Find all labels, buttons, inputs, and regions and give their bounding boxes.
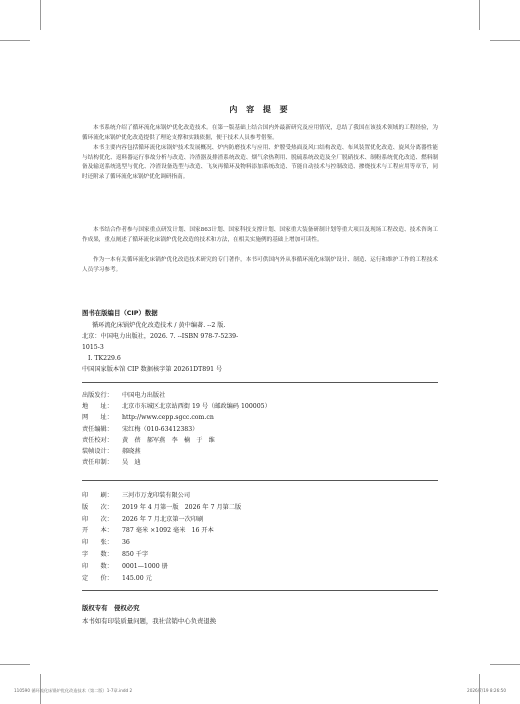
row-value: 三河市万龙印装有限公司: [122, 492, 191, 499]
summary-paragraph: 作为一本有关循环流化床锅炉优化改造技术研究的专门著作，本书可供国内外从事循环流化床锅炉设计、制造、运行和维护工作的工程技术人员学习参考。: [82, 257, 438, 273]
row-label: 印 数：: [82, 562, 113, 570]
row-label: 责任编辑：: [82, 425, 113, 433]
row-label: 定 价：: [82, 574, 113, 582]
row-label: 装帧设计：: [82, 448, 113, 456]
row-value: http://www.cepp.sgcc.com.cn: [122, 414, 214, 422]
print-slug-file: 110590 循环流化床锅炉优化改造技术（第二版）1-7章.indd 2: [14, 688, 133, 693]
publication-row: [82, 390, 438, 401]
rights-notice: 本书如有印装质量问题，我社营销中心负责退换: [82, 617, 217, 625]
printing-info: [82, 490, 438, 584]
rights-title: 版权专有 侵权必究: [82, 604, 140, 612]
publication-row: [82, 435, 438, 446]
printing-row: [82, 514, 438, 526]
printing-row: [82, 490, 438, 502]
row-value: 850 千字: [122, 550, 149, 558]
row-label: 出版发行：: [82, 392, 113, 399]
crop-mark: [479, 0, 480, 30]
row-label: 责任校对：: [82, 436, 113, 444]
printing-row: [82, 502, 438, 514]
publication-row: [82, 401, 438, 412]
row-value: 宋红梅（010-63412383）: [122, 425, 199, 433]
cip-block: [82, 320, 438, 375]
summary-paragraph: 本书主要内容包括循环流化床锅炉技术发展概况、炉内防磨技术与应用、炉膛受热面及风口结构改造、布风装置优化改造、旋风分离器性能与结构优化、返料器运行事故分析与改造、冷渣器及排渣系统改造、烟气余热利用、脱硫系统改造及全厂脱硝技术、制粉系统优化改造、燃料制备及输送系统选型与优化、冷渣设备选型与改造、飞灰再循环及物料添加系统改造、节能自动技术与控制改造、掺烧技术与工程应用等章节，同时还附录了循环流化床锅炉优化调研指南。: [82, 145, 438, 180]
crop-mark: [40, 0, 41, 30]
row-label: 网 址：: [82, 414, 113, 422]
row-label: 印 刷：: [82, 492, 113, 499]
row-label: 版 次：: [82, 503, 113, 511]
row-value: 吴 迪: [122, 459, 141, 467]
rights-block: [82, 602, 438, 628]
cip-line: 循环流化床锅炉优化改造技术 / 黄中编著. --2 版.: [92, 322, 226, 329]
crop-mark: [0, 40, 30, 41]
publication-info: [82, 390, 438, 468]
row-value: 黄 蓓 郝军燕 李 楠 于 维: [122, 436, 215, 444]
row-label: 地 址：: [82, 403, 113, 411]
divider: [82, 480, 438, 481]
printing-row: [82, 561, 438, 573]
row-value: 145.00 元: [122, 574, 152, 582]
printing-row: [82, 525, 438, 537]
summary-title: 内 容 提 要: [229, 105, 291, 114]
crop-mark: [490, 664, 520, 665]
row-label: 字 数：: [82, 550, 113, 558]
summary-paragraph: 本书结合作者参与国家重点研发计划、国家863计划、国家科技支撑计划、国家重大装备研制计划等重大项目及现场工程改造、技术咨询工作成果，重点阐述了循环流化床锅炉优化改造的技术和方法，在相关实施例的基础上增加可读性。: [82, 227, 438, 243]
row-value: 2019 年 4 月第一版 2026 年 7 月第二版: [122, 503, 242, 511]
cip-line: Ⅰ. TK229.6: [88, 355, 121, 362]
cip-header: 图书在版编目（CIP）数据: [82, 309, 158, 317]
row-value: 郝晓燕: [122, 448, 141, 456]
row-label: 责任印制：: [82, 459, 113, 467]
print-slug-date: 2026/7/19 8:26:50: [467, 688, 506, 693]
row-value: 787 毫米 ×1092 毫米 16 开本: [122, 527, 214, 535]
printing-row: [82, 549, 438, 561]
divider: [82, 382, 438, 383]
cip-line: 1015-3: [82, 344, 104, 351]
row-label: 印 次：: [82, 515, 113, 523]
divider: [82, 590, 438, 591]
row-value: 北京市东城区北京站西街 19 号（邮政编码 100005）: [122, 403, 271, 411]
row-value: 36: [122, 539, 130, 547]
printing-row: [82, 537, 438, 549]
copyright-page: [82, 0, 438, 704]
cip-line: 北京：中国电力出版社，2026. 7. --ISBN 978-7-5239-: [82, 333, 239, 340]
summary-paragraph: 本书系统介绍了循环流化床锅炉优化改造技术。在第一版基础上结合国内外最新研究及应用情况，总结了我国在该技术领域的工程经验，为循环流化床锅炉优化改造提供了理论支撑和实践依据，便于技术人员参考借鉴。: [82, 125, 438, 141]
crop-mark: [0, 664, 30, 665]
publication-row: [82, 412, 438, 423]
row-value: 2026 年 7 月北京第一次印刷: [122, 515, 204, 523]
row-label: 开 本：: [82, 527, 113, 535]
cip-line: 中国国家版本馆 CIP 数据核字第 20261DT891 号: [82, 366, 223, 373]
row-value: 中国电力出版社: [122, 392, 166, 399]
crop-mark: [490, 40, 520, 41]
row-label: 印 张：: [82, 539, 113, 547]
row-value: 0001—1000 册: [122, 562, 168, 570]
printing-row: [82, 573, 438, 585]
publication-row: [82, 424, 438, 435]
publication-row: [82, 446, 438, 457]
publication-row: [82, 457, 438, 468]
